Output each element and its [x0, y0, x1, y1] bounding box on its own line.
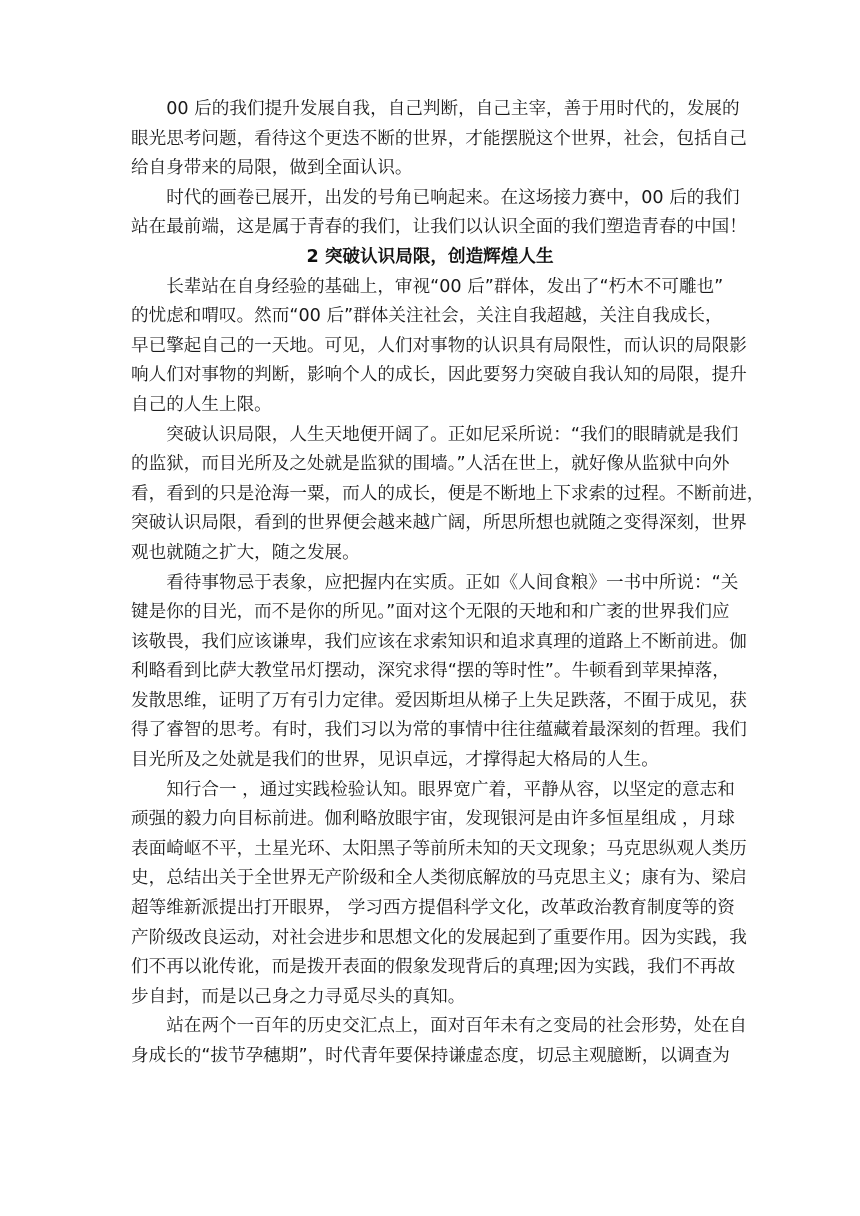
- paragraph-2: [131, 184, 747, 243]
- text-line: 突破认识局限，看到的世界便会越来越广阔，所思所想也就随之变得深刻，世界: [131, 513, 747, 534]
- text-line: 眼光思考问题，看待这个更迭不断的世界，才能摆脱这个世界，社会，包括自己: [131, 128, 747, 149]
- text-line: 看，看到的只是沧海一粟，而人的成长，便是不断地上下求索的过程。不断前进，: [131, 483, 765, 504]
- text-line: 顽强的毅力向目标前进。伽利略放眼宇宙，发现银河是由许多恒星组成 ，月球: [131, 809, 735, 830]
- text-line: 步自封，而是以己身之力寻觅尽头的真知。: [131, 986, 466, 1007]
- text-line: 表面崎岖不平，土星光环、太阳黑子等前所未知的天文现象；马克思纵观人类历: [131, 838, 747, 859]
- text-line: 超等维新派提出打开眼界， 学习西方提倡科学文化，改革政治教育制度等的资: [131, 898, 735, 919]
- text-line: 观也就随之扩大，随之发展。: [131, 542, 360, 563]
- text-line: 发散思维，证明了万有引力定律。爱因斯坦从梯子上失足跌落，不囿于成见，获: [131, 690, 747, 711]
- paragraph-1: [131, 95, 747, 184]
- document-body: [131, 95, 765, 1072]
- paragraph-4: [131, 421, 765, 569]
- text-line: 产阶级改良运动，对社会进步和思想文化的发展起到了重要作用。因为实践，我: [131, 927, 747, 948]
- text-line: 们不再以讹传讹，而是拨开表面的假象发现背后的真理;因为实践，我们不再故: [131, 957, 736, 978]
- text-line: 站在最前端，这是属于青春的我们，让我们以认识全面的我们塑造青春的中国！: [131, 217, 747, 238]
- section-heading: 2 突破认识局限，创造辉煌人生: [306, 246, 554, 267]
- text-line: 看待事物忌于表象，应把握内在实质。正如《人间食粮》一书中所说：“关: [166, 572, 739, 593]
- text-line: 00 后的我们提升发展自我，自己判断，自己主宰，善于用时代的，发展的: [166, 99, 740, 119]
- text-line: 的监狱，而目光所及之处就是监狱的围墙。”人活在世上，就好像从监狱中向外: [131, 454, 730, 475]
- text-line: 目光所及之处就是我们的世界，见识卓远，才撑得起大格局的人生。: [131, 750, 659, 771]
- paragraph-6: [131, 776, 747, 1013]
- text-line: 时代的画卷已展开，出发的号角已响起来。在这场接力赛中，00 后的我们: [166, 187, 740, 208]
- text-line: 早已擎起自己的一天地。可见，人们对事物的认识具有局限性，而认识的局限影: [131, 335, 747, 356]
- text-line: 史，总结出关于全世界无产阶级和全人类彻底解放的马克思主义；康有为、梁启: [131, 868, 747, 889]
- text-line: 利略看到比萨大教堂吊灯摆动，深究求得“摆的等时性”。牛顿看到苹果掉落，: [131, 661, 730, 682]
- paragraph-3: [131, 273, 747, 421]
- text-line: 突破认识局限，人生天地便开阔了。正如尼采所说：“我们的眼睛就是我们: [166, 424, 739, 445]
- text-line: 的忧虑和喟叹。然而“00 后”群体关注社会，关注自我超越，关注自我成长，: [131, 306, 723, 327]
- text-line: 给自身带来的局限，做到全面认识。: [131, 158, 413, 179]
- text-line: 站在两个一百年的历史交汇点上，面对百年未有之变局的社会形势，处在自: [166, 1016, 747, 1037]
- text-line: 该敬畏，我们应该谦卑，我们应该在求索知识和追求真理的道路上不断前进。伽: [131, 631, 747, 652]
- paragraph-7: [131, 1012, 747, 1071]
- text-line: 知行合一 ，通过实践检验认知。眼界宽广着，平静从容，以坚定的意志和: [166, 779, 735, 800]
- text-line: 自己的人生上限。: [131, 394, 272, 415]
- text-line: 响人们对事物的判断，影响个人的成长，因此要努力突破自我认知的局限，提升: [131, 365, 747, 386]
- text-line: 键是你的目光，而不是你的所见。”面对这个无限的天地和和广袤的世界我们应: [131, 602, 730, 623]
- text-line: 长辈站在自身经验的基础上，审视“00 后”群体，发出了“朽木不可雕也”: [166, 276, 724, 297]
- text-line: 身成长的“拔节孕穗期”，时代青年要保持谦虚态度，切忌主观臆断，以调查为: [131, 1046, 730, 1066]
- paragraph-5: [131, 569, 747, 776]
- text-line: 得了睿智的思考。有时，我们习以为常的事情中往往蕴藏着最深刻的哲理。我们: [131, 720, 747, 741]
